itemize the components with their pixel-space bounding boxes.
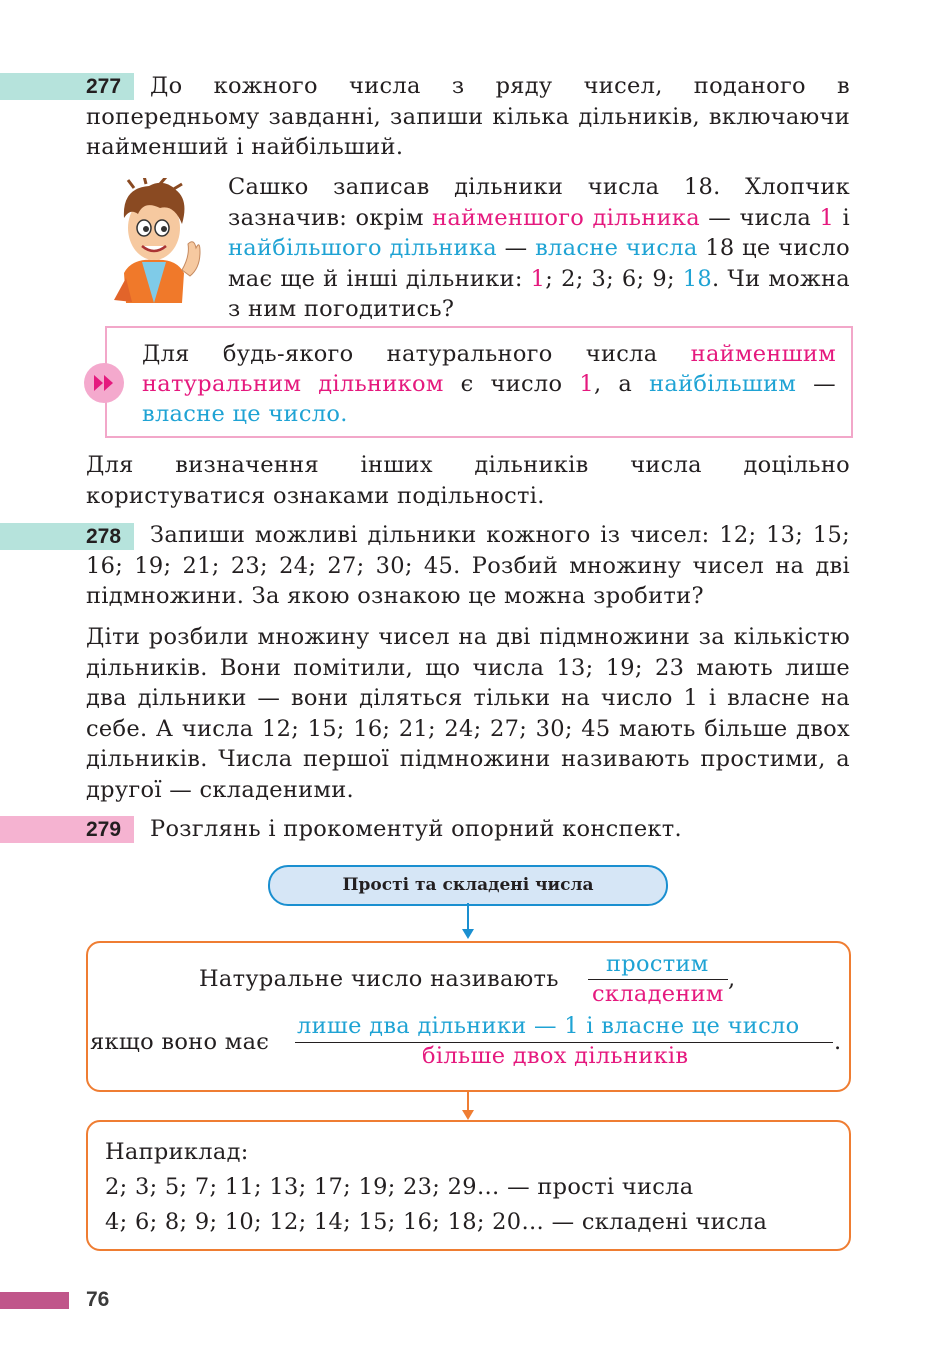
primes-example: 2; 3; 5; 7; 11; 13; 17; 19; 23; 29… — прості числа — [105, 1174, 694, 1200]
divisibility-paragraph: Для визначення інших дільників числа доцільно користуватися ознаками подільності. — [86, 452, 850, 509]
rule-text — [142, 339, 836, 429]
task-279-text: Розглянь і прокоментуй опорний конспект. — [150, 816, 682, 842]
sashko-text-5: 18 це число має ще й інші дільники: — [228, 235, 850, 292]
sashko-text-1: Сашко записав дільники числа 18. Хлопчик зазначив: окрім — [228, 174, 850, 231]
task-278-text: Запиши можливі дільники кожного із чисел: 12; 13; 15; 16; 19; 21; 23; 24; 27; 30; 45. Розбий множину чисел на дві підмножини. За якою ознакою це можна зробити? — [86, 522, 850, 609]
sashko-text-4: — — [496, 235, 536, 261]
sashko-text-3: і — [834, 204, 850, 231]
arrow-down-orange — [461, 1090, 475, 1120]
examples-heading: Наприклад: — [105, 1139, 249, 1165]
page-number: 76 — [86, 1288, 110, 1311]
footer-bar — [0, 1292, 69, 1309]
composite-condition: більше двох дільників — [422, 1043, 689, 1069]
smallest-divisor-term: найменшого дільника — [432, 204, 700, 231]
sashko-text-6: ; 2; 3; 6; 9; — [545, 265, 683, 292]
largest-divisor-term: найбільшого дільника — [228, 235, 497, 261]
condition-prefix: якщо воно має — [90, 1029, 270, 1055]
task-279-number: 279 — [86, 818, 122, 841]
comma: , — [728, 966, 736, 992]
rule-text-3: , а — [593, 371, 650, 397]
rule-one: 1 — [579, 371, 594, 397]
sashko-text-2: — числа — [699, 204, 820, 231]
summary-title: Прості та складені числа — [268, 865, 668, 906]
divisor-one: 1 — [530, 265, 546, 292]
composites-example: 4; 6; 8; 9; 10; 12; 14; 15; 16; 18; 20… — складені числа — [105, 1209, 768, 1235]
definition-prefix: Натуральне число називають — [199, 966, 559, 992]
task-277-number: 277 — [86, 75, 122, 98]
period: . — [834, 1029, 842, 1055]
rule-text-2: є число — [443, 371, 580, 397]
prime-condition: лише два дільники — 1 і власне це число — [297, 1013, 800, 1039]
boy-illustration — [104, 178, 204, 303]
rule-largest: найбільшим — [649, 371, 797, 397]
arrow-down-blue — [461, 903, 475, 939]
number-itself-term: власне числа — [535, 235, 698, 261]
prime-option: простим — [606, 951, 709, 977]
sashko-paragraph — [228, 172, 850, 325]
fast-forward-icon — [84, 363, 124, 403]
task-278-number: 278 — [86, 525, 122, 548]
rule-itself: власне це число. — [142, 401, 348, 427]
children-paragraph: Діти розбили множину чисел на дві підмножини за кількістю дільників. Вони помітили, що числа 13; 19; 23 мають лише два дільники — вони діляться тільки на число 1 і власне на себе. А числа 12; 15; 16; 21; 24; 27; 30; 45 мають більше двох дільників. Числа першої підмножини називають простими, а другої — складеними. — [86, 624, 850, 803]
task-277-text: До кожного числа з ряду чисел, поданого в попередньому завданні, запиши кілька дільників, включаючи найменший і найбільший. — [86, 73, 850, 160]
rule-text-4: — — [796, 371, 836, 397]
sashko-text-7: . Чи можна з ним погодитись? — [228, 265, 850, 322]
number-one: 1 — [819, 204, 835, 231]
divisor-eighteen: 18 — [682, 265, 713, 292]
rule-text-1: Для будь-якого натурального числа — [142, 341, 691, 367]
composite-option: складеним — [592, 981, 724, 1007]
rule-smallest: найменшим натуральним дільником — [142, 341, 836, 397]
